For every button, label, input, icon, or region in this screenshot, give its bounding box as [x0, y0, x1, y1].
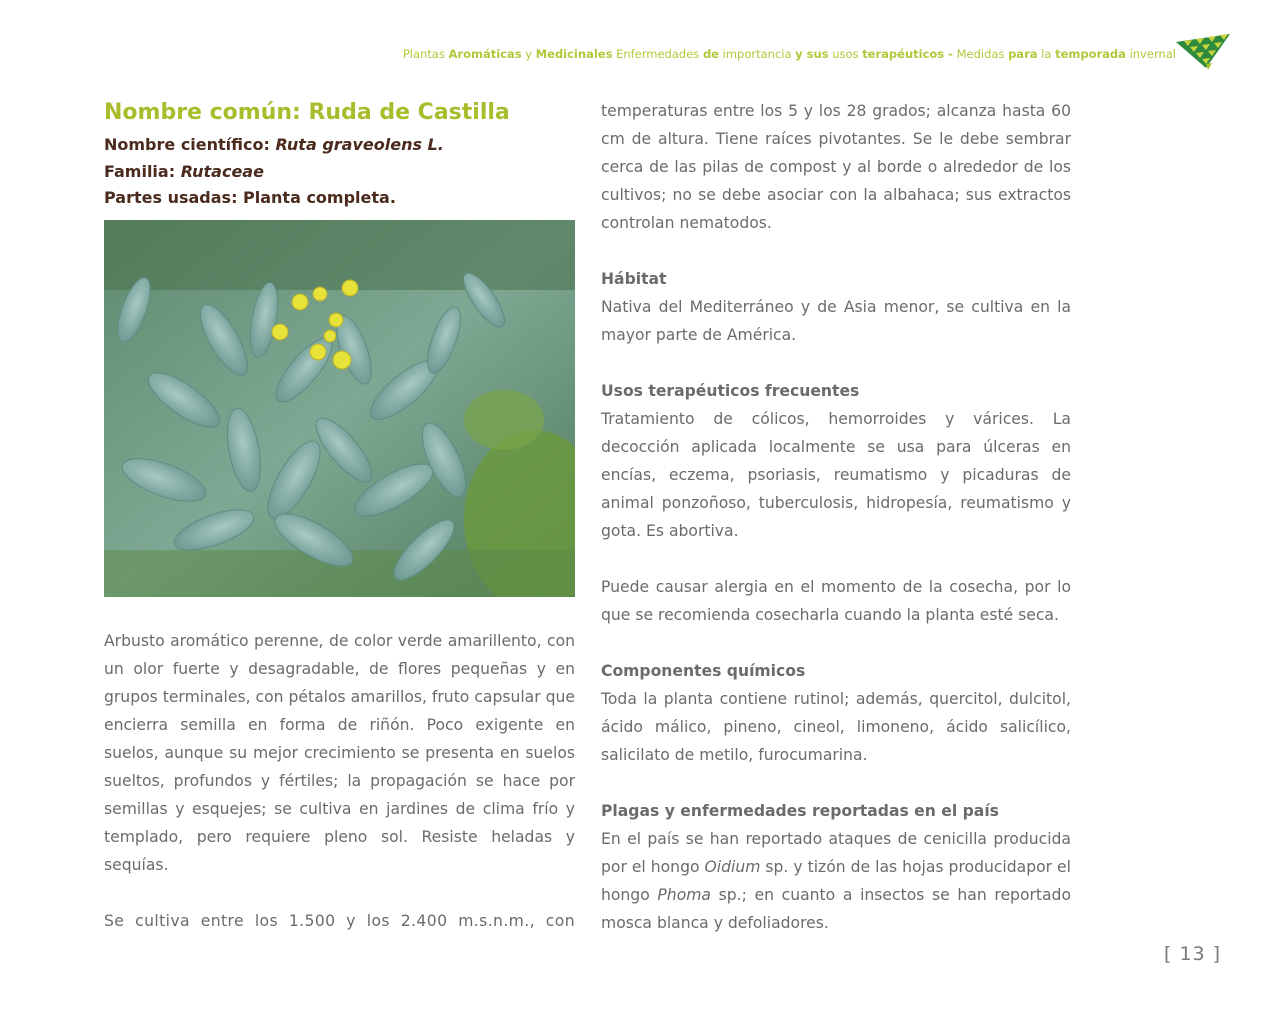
header-part: Medicinales [535, 47, 613, 61]
therapeutic-uses-text: Tratamiento de cólicos, hemorroides y várices. La decocción aplicada localmente se usa para úlceras en encías, eczema, psoriasis, reumatismo y picaduras de animal ponzoñoso, tuberculosis, hidropesía, reumatismo y gota. Es abortiva. [601, 410, 1071, 540]
ruta-plant-photo [104, 220, 575, 597]
scientific-name-value: Ruta graveolens L. [275, 135, 444, 154]
description-paragraph: Arbusto aromático perenne, de color verde amarillento, con un olor fuerte y desagradable, de flores pequeñas y en grupos terminales, con pétalos amarillos, fruto capsular que encierra semilla en forma de riñón. Poco exigente en suelos, aunque su mejor crecimiento se presenta en suelos sueltos, profundos y fértiles; la propagación se hace por semillas y esquejes; se cultiva en jardines de clima frío y templado, pero requiere pleno sol. Resiste heladas y sequías. [104, 631, 575, 874]
publisher-logo-icon [1172, 30, 1234, 70]
page-number: [ 13 ] [1164, 943, 1222, 965]
family [104, 159, 575, 186]
scientific-name-label: Nombre científico: [104, 135, 276, 154]
header-part: Enfermedades [612, 47, 703, 61]
family-value: Rutaceae [180, 161, 264, 181]
scientific-name [104, 132, 575, 159]
header-part: terapéuticos - [862, 47, 953, 61]
header-part: temporada [1055, 47, 1126, 61]
header-part: Plantas [402, 47, 449, 61]
left-column [104, 98, 575, 935]
header-part: Aromáticas [448, 47, 522, 61]
header-part: Medidas [952, 47, 1009, 61]
therapeutic-uses-heading: Usos terapéuticos frecuentes [601, 382, 860, 400]
chemical-components-text: Toda la planta contiene rutinol; además, quercitol, dulcitol, ácido málico, pineno, cineol, limoneno, ácido salicílico, salicilato de metilo, furocumarina. [601, 690, 1071, 764]
right-column [601, 97, 1071, 937]
pests-text-part: En el país se han reportado ataques de cenicilla producida por el hongo [601, 830, 1071, 876]
altitude-paragraph-continuation: temperaturas entre los 5 y los 28 grados; alcanza hasta 60 cm de altura. Tiene raíces pivotantes. Se le debe sembrar cerca de las pilas de compost y al borde o alrededor de los cultivos; no se debe asociar con la albahaca; sus extractos controlan nematodos. [601, 102, 1071, 232]
chemical-components-heading: Componentes químicos [601, 662, 806, 680]
pests-text-part: sp.; en cuanto a insectos se han reportado mosca blanca y defoliadores. [601, 886, 1071, 932]
family-label: Familia: [104, 161, 181, 181]
habitat-text: Nativa del Mediterráneo y de Asia menor, se cultiva en la mayor parte de América. [601, 298, 1071, 344]
running-header [403, 47, 1176, 61]
habitat-heading: Hábitat [601, 270, 667, 288]
allergy-warning-text: Puede causar alergia en el momento de la cosecha, por lo que se recomienda cosecharla cuando la planta esté seca. [601, 578, 1071, 624]
header-part: y [521, 47, 536, 61]
genus-oidium: Oidium [704, 858, 761, 876]
common-name-heading: Nombre común: Ruda de Castilla [104, 100, 510, 125]
pests-text-part: sp. y tizón de las hojas producidapor el hongo [601, 858, 1071, 904]
altitude-paragraph-start: Se cultiva entre los 1.500 y los 2.400 m.s.n.m., con [104, 911, 575, 930]
header-part: invernal [1125, 47, 1176, 61]
pests-diseases-heading: Plagas y enfermedades reportadas en el país [601, 802, 999, 820]
header-part: la [1037, 47, 1056, 61]
header-part: de [702, 47, 719, 61]
header-part: importancia [718, 47, 796, 61]
header-part: para [1008, 47, 1038, 61]
header-part: usos [828, 47, 863, 61]
genus-phoma: Phoma [657, 886, 711, 904]
header-part: y sus [795, 47, 829, 61]
parts-used: Partes usadas: Planta completa. [104, 188, 396, 207]
pests-diseases-text [601, 825, 1071, 937]
